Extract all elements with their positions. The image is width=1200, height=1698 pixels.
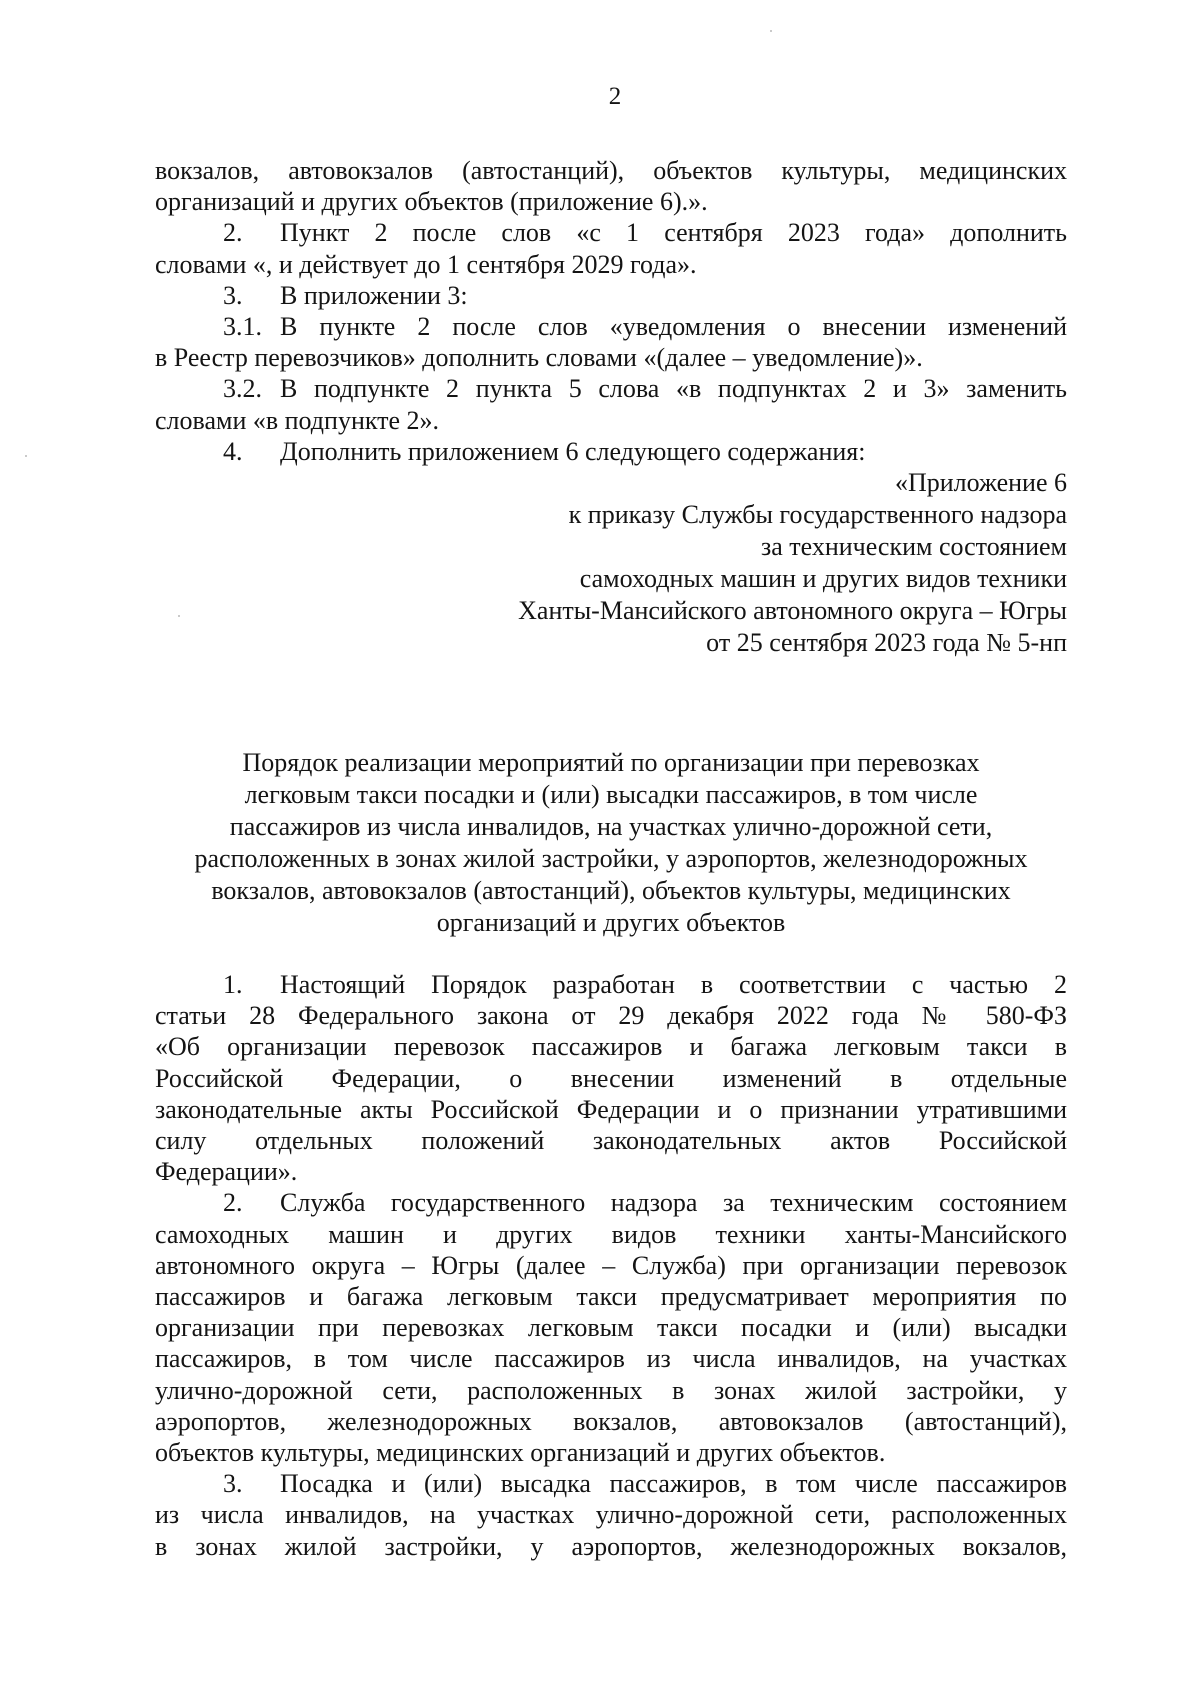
text-line: автономного округа – Югры (далее – Служба) при организации перевозок (155, 1250, 1067, 1280)
text-line: аэропортов, железнодорожных вокзалов, автовокзалов (автостанций), (155, 1406, 1067, 1436)
text-line: Федерации». (155, 1157, 298, 1187)
item-text: Настоящий Порядок разработан в соответствии с частью 2 (280, 970, 1067, 1000)
text-line (155, 311, 1067, 342)
document-body (155, 155, 1067, 1562)
item-number: 3.1. (223, 312, 262, 342)
title-line: Порядок реализации мероприятий по организации при перевозках (242, 748, 980, 778)
text-line (155, 436, 1067, 467)
item-number: 4. (223, 436, 243, 466)
text-line: словами «в подпункте 2». (155, 405, 440, 435)
appendix-line: Ханты-Мансийского автономного округа – Югры (518, 596, 1067, 626)
item-number: 3.2. (223, 374, 262, 404)
item-text: Служба государственного надзора за техническим состоянием (280, 1188, 1067, 1218)
appendix-line: от 25 сентября 2023 года № 5-нп (706, 628, 1067, 658)
text-line (155, 1468, 1067, 1499)
text-line: «Об организации перевозок пассажиров и багажа легковым такси в (155, 1032, 1067, 1062)
item-number: 2. (223, 218, 243, 248)
procedure-item-1 (155, 969, 1067, 1187)
amendment-item-3-2 (155, 373, 1067, 435)
appendix-line: «Приложение 6 (894, 468, 1067, 498)
title-line: расположенных в зонах жилой застройки, у аэропортов, железнодорожных (194, 844, 1028, 874)
procedure-section (155, 969, 1067, 1562)
text-line: силу отдельных положений законодательных актов Российской (155, 1126, 1067, 1156)
amendment-item-3-1 (155, 311, 1067, 373)
item-text: В приложении 3: (280, 280, 468, 310)
item-text: В пункте 2 после слов «уведомления о внесении изменений (280, 312, 1067, 342)
text-line: из числа инвалидов, на участках улично-дорожной сети, расположенных (155, 1500, 1067, 1530)
text-line: улично-дорожной сети, расположенных в зонах жилой застройки, у (155, 1375, 1067, 1405)
item-text: Пункт 2 после слов «с 1 сентября 2023 года» дополнить (280, 218, 1067, 248)
text-line: словами «, и действует до 1 сентября 2029 года». (155, 249, 697, 279)
item-number: 3. (223, 1469, 243, 1499)
document-title (155, 747, 1067, 939)
title-line: организаций и других объектов (436, 908, 786, 938)
text-line: в Реестр перевозчиков» дополнить словами «(далее – уведомление)». (155, 343, 923, 373)
text-line: статьи 28 Федерального закона от 29 декабря 2022 года № 580-ФЗ (155, 1001, 1067, 1031)
continuation-paragraph (155, 155, 1067, 217)
procedure-item-3 (155, 1468, 1067, 1562)
text-line (155, 969, 1067, 1000)
procedure-item-2 (155, 1187, 1067, 1468)
item-number: 2. (223, 1188, 243, 1218)
amendments-block (155, 155, 1067, 467)
item-number: 1. (223, 970, 243, 1000)
appendix-line: самоходных машин и других видов техники (579, 564, 1067, 594)
text-line: организаций и других объектов (приложение 6).». (155, 187, 708, 217)
appendix-header (155, 467, 1067, 659)
amendment-item-3 (155, 280, 1067, 311)
title-line: вокзалов, автовокзалов (автостанций), объектов культуры, медицинских (211, 876, 1011, 906)
page-number: 2 (608, 83, 622, 110)
text-line: Российской Федерации, о внесении изменений в отдельные (155, 1063, 1067, 1093)
text-line (155, 373, 1067, 404)
amendment-item-2 (155, 217, 1067, 279)
text-line: пассажиров, в том числе пассажиров из числа инвалидов, на участках (155, 1344, 1067, 1374)
text-line: объектов культуры, медицинских организаций и других объектов. (155, 1438, 886, 1468)
item-text: В подпункте 2 пункта 5 слова «в подпунктах 2 и 3» заменить (280, 374, 1067, 404)
text-line (155, 217, 1067, 248)
scan-artifact (178, 615, 180, 617)
text-line (155, 1187, 1067, 1218)
text-line: вокзалов, автовокзалов (автостанций), объектов культуры, медицинских (155, 156, 1067, 185)
text-line: организации при перевозках легковым такси посадки и (или) высадки (155, 1313, 1067, 1343)
scan-artifact (770, 30, 772, 32)
text-line (155, 280, 1067, 311)
item-text: Дополнить приложением 6 следующего содержания: (280, 436, 866, 466)
item-text: Посадка и (или) высадка пассажиров, в том числе пассажиров (280, 1469, 1067, 1499)
amendment-item-4 (155, 436, 1067, 467)
text-line: пассажиров и багажа легковым такси предусматривает мероприятия по (155, 1282, 1067, 1312)
title-line: пассажиров из числа инвалидов, на участках улично-дорожной сети, (229, 812, 993, 842)
title-line: легковым такси посадки и (или) высадки пассажиров, в том числе (244, 780, 978, 810)
scan-artifact (25, 455, 27, 457)
text-line: в зонах жилой застройки, у аэропортов, железнодорожных вокзалов, (155, 1531, 1067, 1561)
text-line: законодательные акты Российской Федерации и о признании утратившими (155, 1094, 1067, 1124)
item-number: 3. (223, 280, 243, 310)
appendix-line: за техническим состоянием (760, 532, 1067, 562)
appendix-line: к приказу Службы государственного надзора (568, 500, 1067, 530)
text-line: самоходных машин и других видов техники ханты-Мансийского (155, 1219, 1067, 1249)
